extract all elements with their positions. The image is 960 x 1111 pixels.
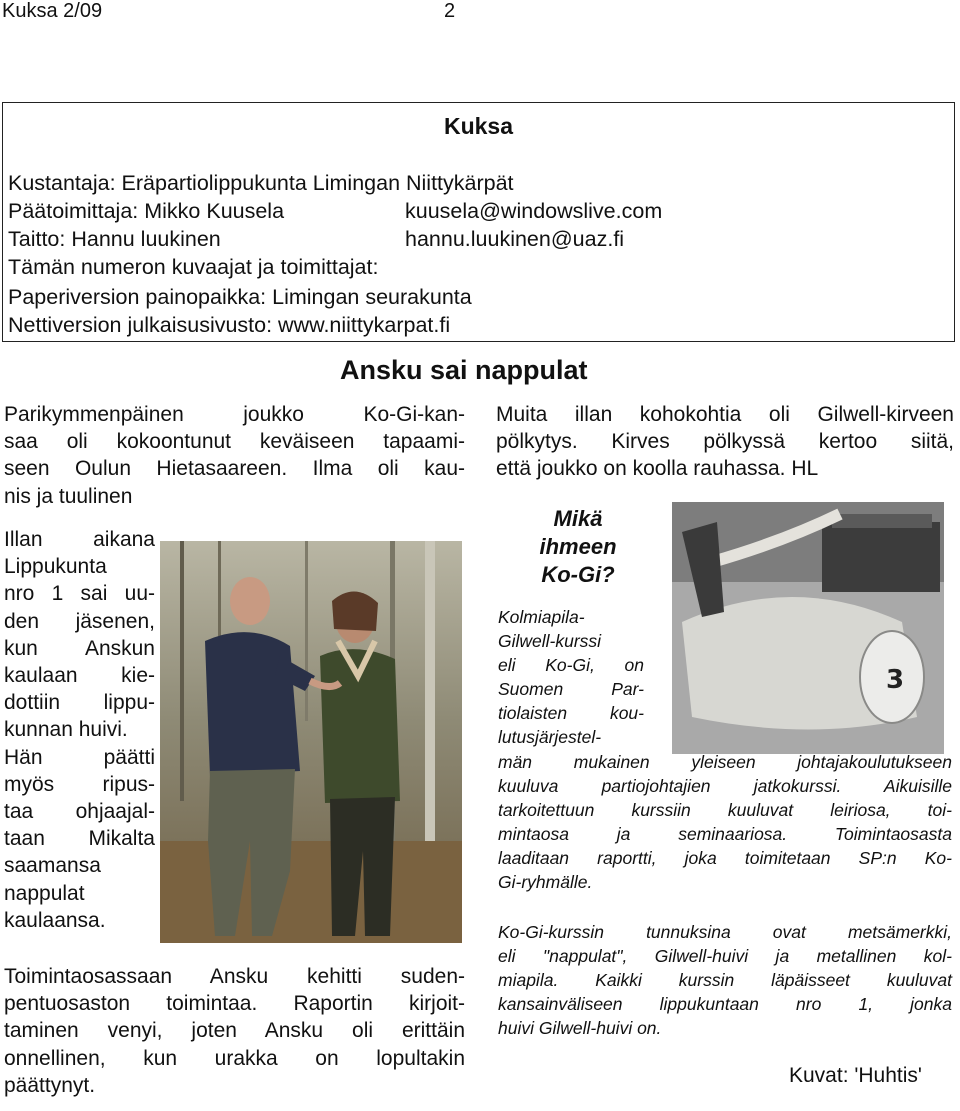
publisher-line: Kustantaja: Eräpartiolippukunta Limingan Niittykärpät — [8, 171, 514, 195]
sidebar-line: tarkoitettuun kurssiin kuuluvat leiriosa, toi- — [498, 800, 952, 820]
narrow-line: saamansa — [4, 854, 101, 878]
layout-line: Taitto: Hannu luukinen — [8, 227, 221, 251]
narrow-line: nro 1 sai uu- — [4, 582, 155, 606]
narrow-line: dottiin lippu- — [4, 691, 155, 715]
sidebar-title-line: ihmeen — [539, 534, 617, 559]
masthead — [2, 102, 955, 342]
photographers-line: Tämän numeron kuvaajat ja toimittajat: — [8, 255, 379, 279]
narrow-line: nappulat — [4, 881, 85, 905]
sidebar-line: huivi Gilwell-huivi on. — [498, 1018, 662, 1038]
sidebar-line: eli Ko-Gi, on — [498, 655, 644, 675]
narrow-line: kaulaansa. — [4, 908, 106, 932]
editor-email: kuusela@windowslive.com — [405, 199, 663, 223]
intro-line: seen Oulun Hietasaareen. Ilma oli kau- — [4, 457, 465, 481]
sidebar-title-line: Mikä — [553, 506, 603, 531]
masthead-title: Kuksa — [443, 113, 514, 139]
sidebar-narrow-text — [498, 605, 644, 749]
article-narrow-column — [4, 526, 155, 934]
sidebar-title-line: Ko-Gi? — [541, 562, 615, 587]
intro-line: Parikymmenpäinen joukko Ko-Gi-kan- — [4, 403, 465, 426]
closing-line: päättynyt. — [4, 1073, 96, 1097]
sidebar-symbols-text — [498, 920, 952, 1040]
log-number: 3 — [886, 665, 905, 695]
narrow-line: taan Mikalta — [4, 827, 155, 851]
sidebar-line: kansainväliseen lippukuntaan nro 1, jonka — [498, 994, 952, 1014]
narrow-line: myös ripus- — [4, 772, 155, 796]
sidebar-line: Gi-ryhmälle. — [498, 872, 593, 892]
article-intro — [4, 401, 465, 510]
running-header: Kuksa 2/09 — [2, 0, 103, 22]
narrow-line: taa ohjaajal- — [4, 800, 155, 824]
narrow-line: kunnan huivi. — [4, 718, 128, 742]
sidebar-line: laaditaan raportti, joka toimitetaan SP:n Ko- — [498, 848, 952, 868]
web-line: Nettiversion julkaisusivusto: www.niittykarpat.fi — [8, 313, 451, 337]
sidebar-line: kuuluva partiojohtajien jatkokurssi. Aikuisille — [498, 776, 952, 796]
narrow-line: Hän päätti — [4, 745, 155, 769]
photo-credit: Kuvat: 'Huhtis' — [789, 1064, 922, 1087]
narrow-line: kun Anskun — [4, 636, 155, 660]
closing-line: pentuosaston toimintaa. Raportin kirjoit- — [4, 992, 465, 1016]
right-column-intro — [496, 401, 954, 483]
narrow-line: kaulaan kie- — [4, 664, 155, 688]
right-intro-line: pölkytys. Kirves pölkyssä kertoo siitä, — [496, 430, 954, 454]
intro-line: saa oli kokoontunut keväiseen tapaami- — [4, 430, 465, 454]
closing-line: taminen venyi, joten Ansku oli erittäin — [4, 1019, 465, 1043]
sidebar-wide-text — [498, 750, 952, 894]
print-line: Paperiversion painopaikka: Limingan seurakunta — [8, 285, 472, 309]
narrow-line: Illan aikana — [4, 528, 155, 551]
sidebar-line: Kolmiapila- — [498, 607, 585, 627]
axe-log-photo — [672, 502, 944, 754]
sidebar-line: tiolaisten kou- — [498, 703, 644, 723]
sidebar-line: Suomen Par- — [498, 679, 644, 699]
sidebar-line: mintaosa ja seminaariosa. Toimintaosasta — [498, 824, 952, 844]
scouts-photo — [160, 541, 462, 943]
sidebar-line: lutusjärjestel- — [498, 727, 602, 747]
narrow-line: den jäsenen, — [4, 609, 155, 633]
sidebar-line: Ko-Gi-kurssin tunnuksina ovat metsämerkki, — [498, 922, 952, 942]
sidebar-line: eli "nappulat", Gilwell-huivi ja metallinen kol- — [498, 946, 952, 966]
right-intro-line: että joukko on koolla rauhassa. HL — [496, 457, 819, 481]
closing-line: onnellinen, kun urakka on lopultakin — [4, 1046, 465, 1070]
article-headline: Ansku sai nappulat — [340, 355, 588, 385]
sidebar-line: Gilwell-kurssi — [498, 631, 602, 651]
closing-line: Toimintaosassaan Ansku kehitti suden- — [4, 965, 465, 988]
sidebar-title — [498, 505, 658, 589]
sidebar-line: män mukainen yleiseen johtajakoulutukseen — [498, 752, 952, 772]
intro-line: nis ja tuulinen — [4, 484, 133, 508]
scouts-photo-illustration — [160, 541, 462, 943]
article-closing — [4, 963, 465, 1099]
sidebar-line: miapila. Kaikki kurssin läpäisseet kuuluvat — [498, 970, 952, 990]
layout-email: hannu.luukinen@uaz.fi — [405, 227, 625, 251]
axe-log-illustration — [672, 502, 944, 754]
right-intro-line: Muita illan kohokohtia oli Gilwell-kirveen — [496, 403, 954, 426]
page-number: 2 — [444, 0, 456, 22]
editor-line: Päätoimittaja: Mikko Kuusela — [8, 199, 285, 223]
narrow-line: Lippukunta — [4, 555, 107, 579]
